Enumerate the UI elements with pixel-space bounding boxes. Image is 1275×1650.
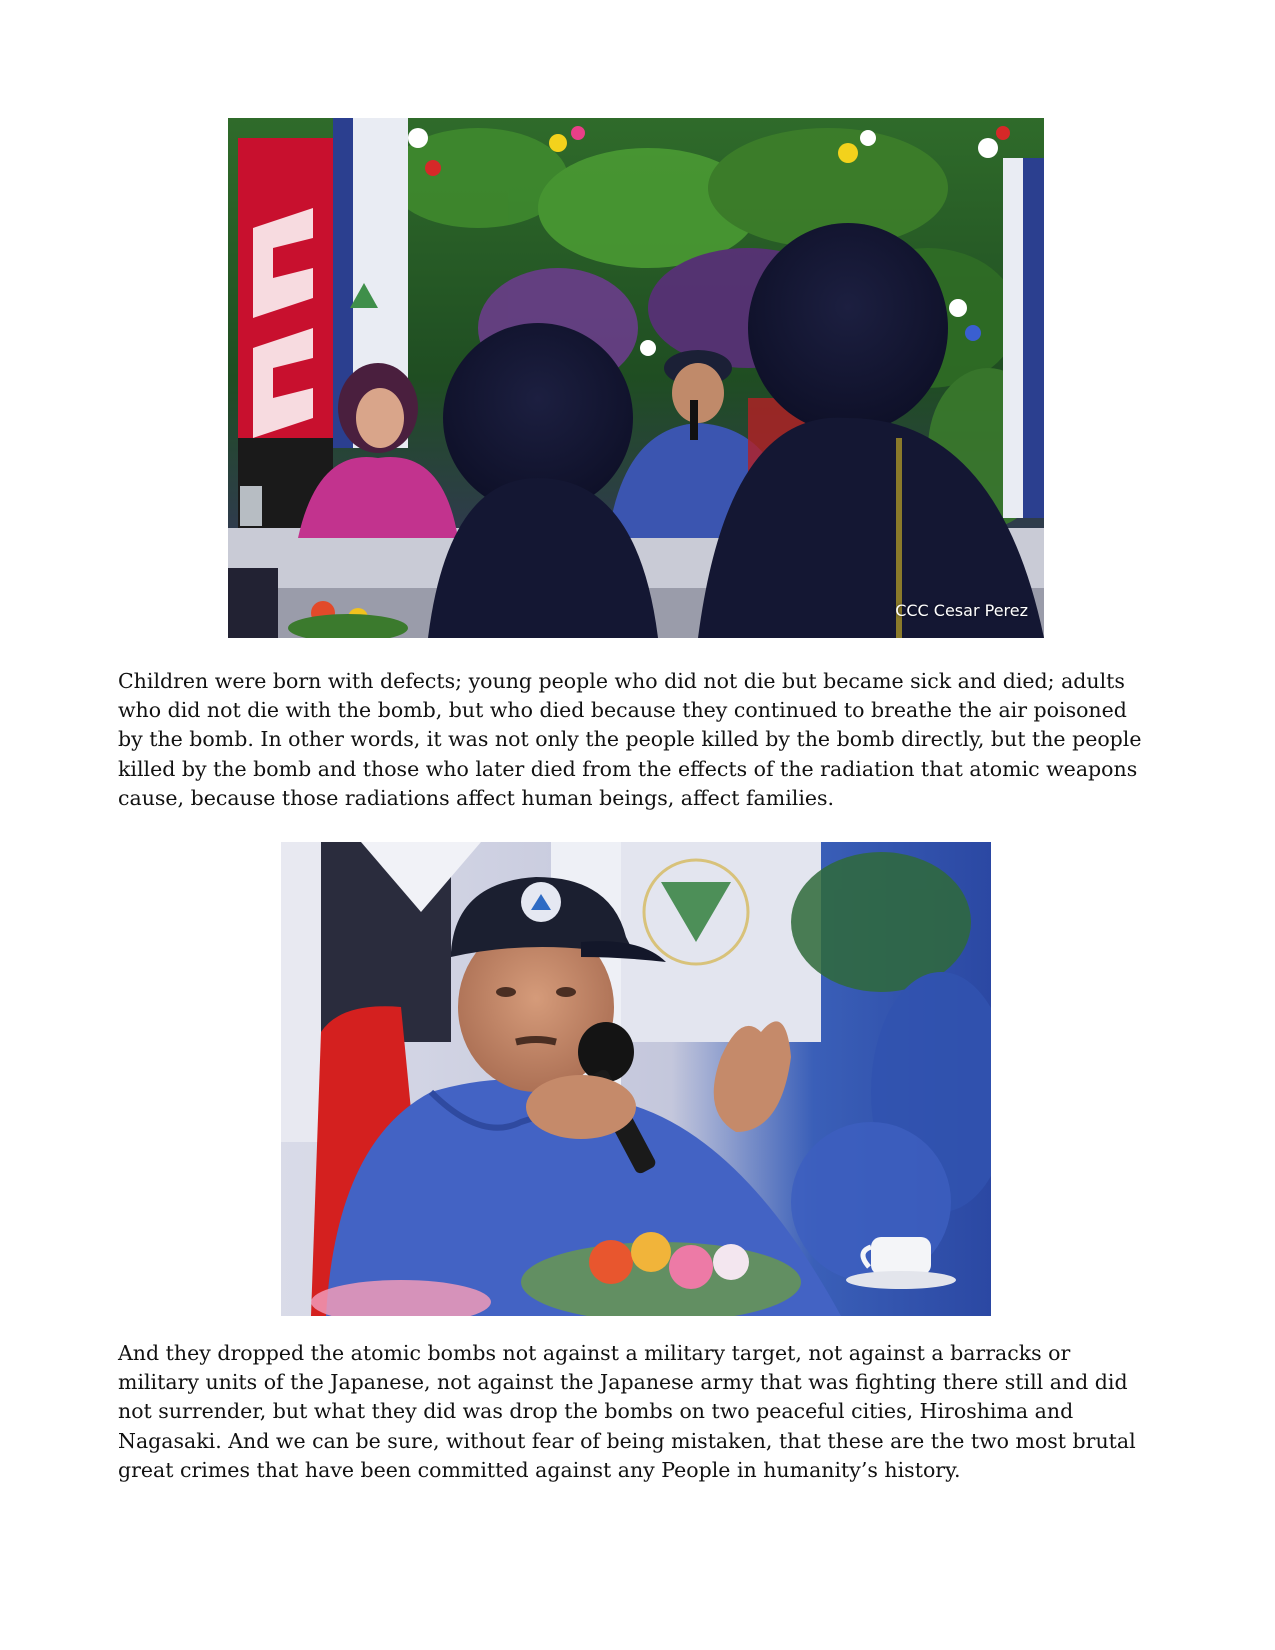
photo-credit: CCC Cesar Perez <box>895 601 1028 620</box>
event-photo-illustration <box>228 118 1044 638</box>
event-photo <box>228 118 1044 638</box>
body-paragraph: Children were born with defects; young people who did not die but became sick and died; adults who did not die with the bomb, but who died because they continued to breathe the air poisoned by the bomb. In other words, it was not only the people killed by the bomb directly, but the people killed by the bomb and those who later died from the effects of the radiation that atomic weapons cause, because those radiations affect human beings, affect families. <box>118 669 1142 810</box>
speaker-photo-illustration <box>281 842 991 1316</box>
body-paragraph: And they dropped the atomic bombs not against a military target, not against a barracks or military units of the Japanese, not against the Japanese army that was fighting there still and did not surrender, but what they did was drop the bombs on two peaceful cities, Hiroshima and Nagasaki. And we can be sure, without fear of being mistaken, that these are the two most brutal great crimes that have been committed against any People in humanity’s history. <box>118 1341 1136 1482</box>
speaker-photo <box>281 842 991 1316</box>
